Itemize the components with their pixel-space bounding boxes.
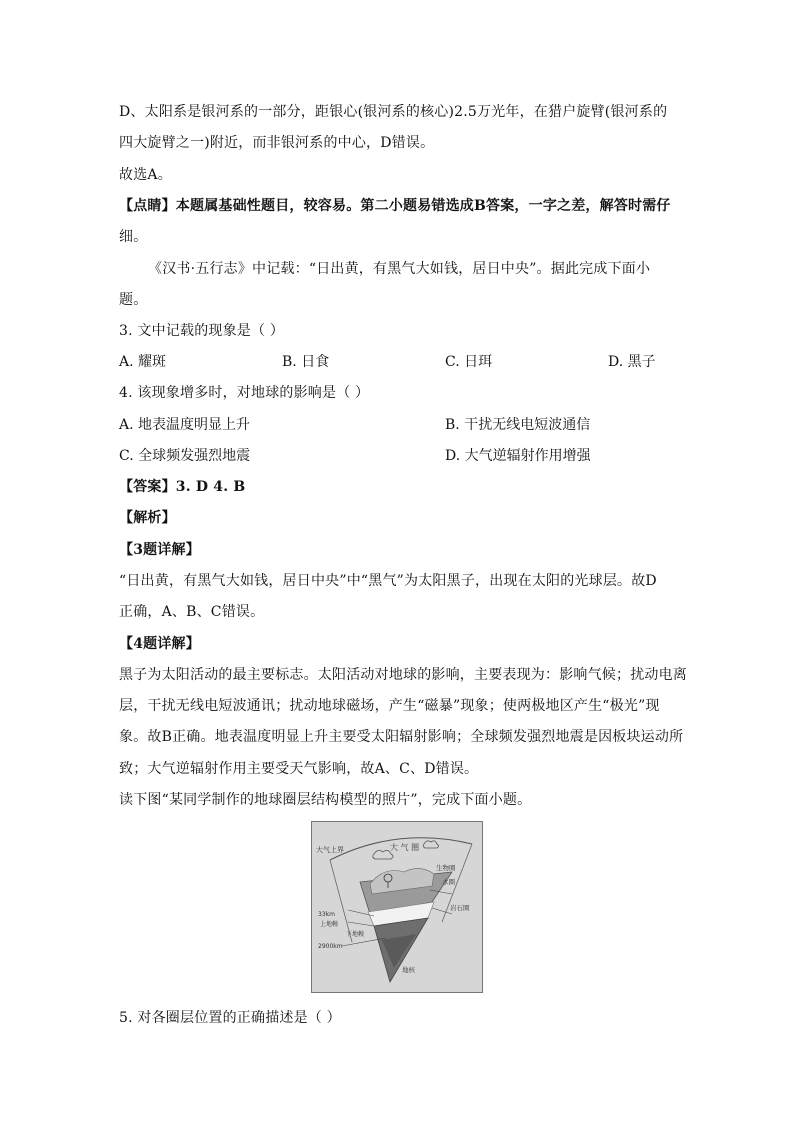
q3-detail-heading: 【3题详解】 xyxy=(119,542,200,558)
q4-option-b: B. 干扰无线电短波通信 xyxy=(445,417,591,433)
text-line: 故选A。 xyxy=(119,167,172,183)
q4-option-c: C. 全球频发强烈地震 xyxy=(119,448,251,464)
label-core: 地核 xyxy=(402,966,415,974)
text-line: D、太阳系是银河系的一部分，距银心(银河系的核心)2.5万光年，在猎户旋臂(银河系的 xyxy=(119,104,668,120)
text-line: 黑子为太阳活动的最主要标志。太阳活动对地球的影响，主要表现为：影响气候；扰动电离 xyxy=(119,667,687,683)
label-upper-mantle: 上地幔 xyxy=(320,921,339,928)
text-line: 致；大气逆辐射作用主要受天气影响，故A、C、D错误。 xyxy=(119,761,479,777)
label-bio: 生物圈 xyxy=(436,864,456,872)
text-line: 题。 xyxy=(119,292,148,308)
text-line: 正确，A、B、C错误。 xyxy=(119,604,265,620)
label-core-depth: 2900km xyxy=(318,943,343,950)
question-3: 3. 文中记载的现象是（ ） xyxy=(119,323,285,339)
text-line: 四大旋臂之一)附近，而非银河系的中心，D错误。 xyxy=(119,135,435,151)
earth-layer-model-drawing xyxy=(312,822,482,992)
question-4: 4. 该现象增多时，对地球的影响是（ ） xyxy=(119,385,370,401)
earth-layer-model-photo xyxy=(311,821,483,993)
q3-option-b: B. 日食 xyxy=(282,354,330,370)
q4-option-a: A. 地表温度明显上升 xyxy=(119,417,251,433)
text-line: 层，干扰无线电短波通讯；扰动地球磁场，产生“磁暴”现象；使两极地区产生“极光”现 xyxy=(119,698,660,714)
label-lower-mantle: 下地幔 xyxy=(346,931,365,938)
figure-intro: 读下图“某同学制作的地球圈层结构模型的照片”，完成下面小题。 xyxy=(119,792,532,808)
label-top-left: 大气上界 xyxy=(316,846,344,854)
label-moho: 33km xyxy=(318,911,335,918)
question-5: 5. 对各圈层位置的正确描述是（ ） xyxy=(119,1010,341,1026)
q3-option-c: C. 日珥 xyxy=(445,354,493,370)
q3-option-d: D. 黑子 xyxy=(608,354,656,370)
q3-option-a: A. 耀斑 xyxy=(119,354,167,370)
q4-option-d: D. 大气逆辐射作用增强 xyxy=(445,448,591,464)
note-line: 【点睛】本题属基础性题目，较容易。第二小题易错选成B答案，一字之差，解答时需仔 xyxy=(119,198,671,214)
text-line: 细。 xyxy=(119,229,148,245)
passage-intro: 《汉书·五行志》中记载：“日出黄，有黑气大如钱，居日中央”。据此完成下面小 xyxy=(148,261,651,277)
label-rock: 岩石圈 xyxy=(450,904,470,912)
text-line: “日出黄，有黑气大如钱，居日中央”中“黑气”为太阳黑子，出现在太阳的光球层。故D xyxy=(119,573,657,589)
label-hydro: 水圈 xyxy=(442,878,455,886)
q4-detail-heading: 【4题详解】 xyxy=(119,636,200,652)
label-atmosphere: 大 气 圈 xyxy=(390,843,420,852)
answer-line: 【答案】3. D 4. B xyxy=(119,479,246,495)
text-line: 象。故B正确。地表温度明显上升主要受太阳辐射影响；全球频发强烈地震是因板块运动所 xyxy=(119,729,684,745)
analysis-heading: 【解析】 xyxy=(119,510,176,526)
